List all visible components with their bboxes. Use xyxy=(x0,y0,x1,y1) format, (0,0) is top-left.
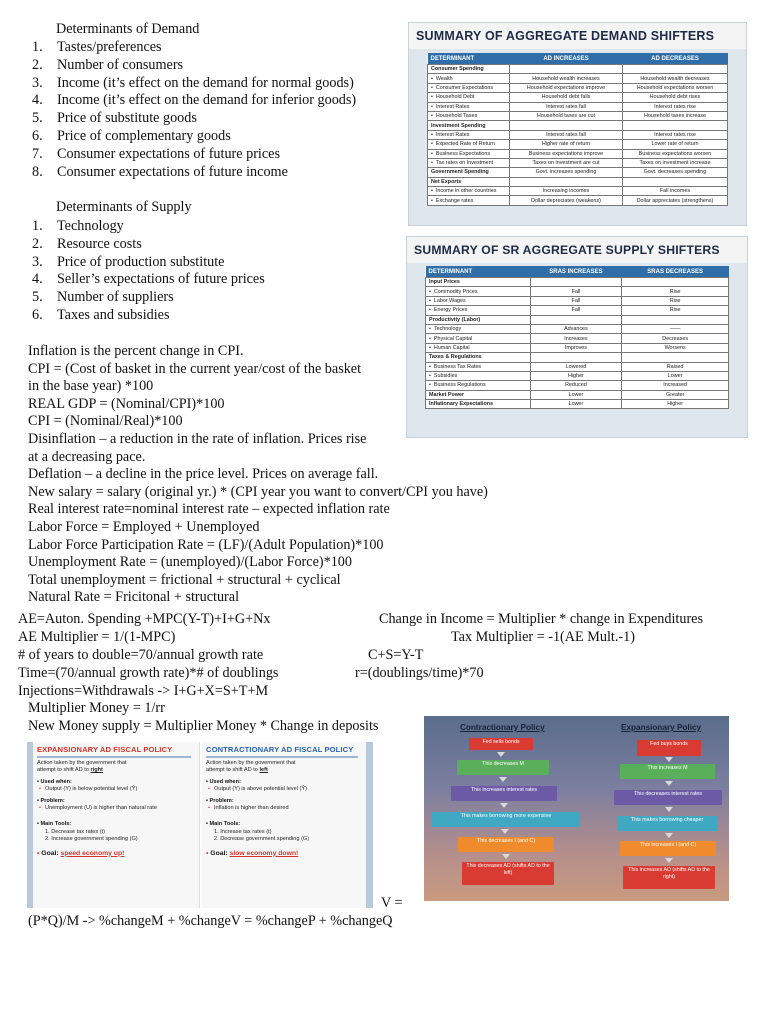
title-underline xyxy=(206,756,358,758)
tool-item: 1. Decrease tax rates (t) xyxy=(45,828,105,835)
tool-item: 1. Increase tax rates (t) xyxy=(214,828,272,835)
determinant-cell: Input Prices xyxy=(426,278,531,287)
list-item: 4. Income (it’s effect on the demand for inferior goods) xyxy=(32,92,357,109)
problem-item: • Inflation is higher than desired xyxy=(206,805,364,812)
list-item: 6. Price of complementary goods xyxy=(32,127,231,144)
increase-cell: Dollar depreciates (weakens) xyxy=(510,196,623,205)
list-item: 5. Number of suppliers xyxy=(32,289,174,306)
determinant-cell: Government Spending xyxy=(428,168,510,177)
tool-item: 2. Increase government spending (G) xyxy=(45,836,138,843)
determinant-cell: • Physical Capital xyxy=(426,334,531,343)
flow-step: Fed buys bonds xyxy=(637,740,701,756)
intro-line: Action taken by the government that xyxy=(37,760,127,766)
table-row xyxy=(428,168,728,177)
formula-line: Disinflation – a reduction in the rate of inflation. Prices rise xyxy=(28,430,367,447)
determinant-cell: • Commodity Prices xyxy=(426,287,531,296)
increase-cell xyxy=(530,278,622,287)
determinant-cell: Market Power xyxy=(426,390,531,399)
table-row xyxy=(426,400,729,409)
v-label: V = xyxy=(381,895,403,911)
table-row xyxy=(428,149,728,158)
increase-cell: Lowered xyxy=(530,362,622,371)
formula-line: Deflation – a decline in the price level. Prices on average fall. xyxy=(28,466,379,483)
list-item: 1. Technology xyxy=(32,218,124,234)
expansionary-fiscal-box xyxy=(33,742,200,908)
table-row xyxy=(428,121,728,130)
r-formula: r=(doublings/time)*70 xyxy=(355,665,484,681)
list-item: 3. Income (it’s effect on the demand for normal goods) xyxy=(32,74,354,91)
table-row xyxy=(426,334,729,343)
list-item: 6. Taxes and subsidies xyxy=(32,306,170,323)
table-row xyxy=(426,296,729,305)
determinant-cell: • Business Expectations xyxy=(428,149,510,158)
decrease-cell: Increased xyxy=(622,381,729,390)
increase-cell: Govt. increases spending xyxy=(510,168,623,177)
goal-line: • Goal: slow economy down! xyxy=(206,849,299,857)
formula-line: Inflation is the percent change in CPI. xyxy=(28,343,244,359)
ae-formula: AE=Auton. Spending +MPC(Y-T)+I+G+Nx xyxy=(18,611,271,627)
sras-shifters-table xyxy=(425,266,729,409)
table-row xyxy=(428,177,728,186)
ad-table-title: SUMMARY OF AGGREGATE DEMAND SHIFTERS xyxy=(409,23,746,49)
contractionary-policy-title: Contractionary Policy xyxy=(460,723,545,732)
decrease-cell: Taxes on investment increase xyxy=(623,158,728,167)
increase-cell: Fall xyxy=(530,296,622,305)
determinant-cell: • Household Taxes xyxy=(428,111,510,120)
increase-cell: Improves xyxy=(530,343,622,352)
decrease-cell: Business expectations worsen xyxy=(623,149,728,158)
determinant-cell: • Business Regulations xyxy=(426,381,531,390)
decrease-cell: Rise xyxy=(622,296,729,305)
monetary-policy-image xyxy=(424,716,729,901)
list-item: 4. Seller’s expectations of future prices xyxy=(32,271,265,288)
decrease-cell: Greater xyxy=(622,390,729,399)
decrease-cell xyxy=(622,315,729,324)
decrease-cell xyxy=(622,353,729,362)
time-formula: Time=(70/annual growth rate)*# of doublings xyxy=(18,665,279,681)
used-when-item: • Output (Y) is below potential level (Ŷ) xyxy=(37,786,197,793)
formula-line: CPI = (Cost of basket in the current year/cost of the basket xyxy=(28,360,362,377)
determinant-cell: Taxes & Regulations xyxy=(426,353,531,362)
increase-cell: Increasing incomes xyxy=(510,187,623,196)
determinant-cell: • Expected Rate of Return xyxy=(428,140,510,149)
table-row xyxy=(428,130,728,139)
fiscal-policy-image xyxy=(27,742,373,908)
table-row xyxy=(426,390,729,399)
column-header: DETERMINANT xyxy=(426,266,531,278)
flow-step: This makes borrowing more expensive xyxy=(432,812,580,827)
title-underline xyxy=(37,756,191,758)
decrease-cell: Rise xyxy=(622,287,729,296)
contractionary-fiscal-title: CONTRACTIONARY AD FISCAL POLICY xyxy=(206,745,354,754)
determinant-cell: • Labor Wages xyxy=(426,296,531,305)
column-header: AD DECREASES xyxy=(623,53,728,65)
table-row xyxy=(426,381,729,390)
demand-list xyxy=(32,39,356,181)
formula-line: New salary = salary (original yr.) * (CPI year you want to convert/CPI you have) xyxy=(28,483,488,500)
expansionary-fiscal-title: EXPANSIONARY AD FISCAL POLICY xyxy=(37,745,173,754)
formula-line: Natural Rate = Fricitonal + structural xyxy=(28,589,240,606)
determinant-cell: • Consumer Expectations xyxy=(428,83,510,92)
determinant-cell: Productivity (Labor) xyxy=(426,315,531,324)
decrease-cell: Household expectations worsen xyxy=(623,83,728,92)
determinant-cell: • Income in other countries xyxy=(428,187,510,196)
increase-cell: Advances xyxy=(530,324,622,333)
change-income-formula: Change in Income = Multiplier * change in Expenditures xyxy=(379,611,703,627)
determinant-cell: • Wealth xyxy=(428,74,510,83)
increase-cell: Household debt falls xyxy=(510,93,623,102)
decrease-cell xyxy=(622,278,729,287)
determinant-cell: Investment Spending xyxy=(428,121,510,130)
determinant-cell: • Energy Prices xyxy=(426,306,531,315)
decrease-cell: Rise xyxy=(622,306,729,315)
column-header: AD INCREASES xyxy=(510,53,623,65)
increase-cell: Business expectations improve xyxy=(510,149,623,158)
determinant-cell: Consumer Spending xyxy=(428,65,510,74)
flow-step: This increases interest rates xyxy=(451,786,557,801)
down-arrow-icon xyxy=(500,803,508,808)
increase-cell: Fall xyxy=(530,287,622,296)
determinant-cell: • Human Capital xyxy=(426,343,531,352)
table-row xyxy=(428,102,728,111)
decrease-cell: Higher xyxy=(622,400,729,409)
table-row xyxy=(426,371,729,380)
down-arrow-icon xyxy=(501,829,509,834)
formula-line: Unemployment Rate = (unemployed)/(Labor Force)*100 xyxy=(28,554,352,571)
used-when-item: • Output (Y) is above potential level (Ŷ) xyxy=(206,786,364,793)
flow-step: This decreases AD (shifts AD to the left) xyxy=(462,862,554,885)
decrease-cell xyxy=(623,177,728,186)
formula-line: Labor Force = Employed + Unemployed xyxy=(28,518,260,535)
table-row xyxy=(428,158,728,167)
formula-line: in the base year) *100 xyxy=(28,378,154,395)
increase-cell: Lower xyxy=(530,400,622,409)
decrease-cell: Raised xyxy=(622,362,729,371)
flow-step: This increases M xyxy=(620,764,715,779)
formula-line: CPI = (Nominal/Real)*100 xyxy=(28,413,183,430)
money-multiplier-formula: Multiplier Money = 1/rr xyxy=(28,700,165,716)
increase-cell xyxy=(510,121,623,130)
table-row xyxy=(428,65,728,74)
table-row xyxy=(428,187,728,196)
intro-line: attempt to shift AD to right xyxy=(37,767,103,774)
increase-cell: Higher xyxy=(530,371,622,380)
increase-cell: Reduced xyxy=(530,381,622,390)
sras-shifters-image xyxy=(406,236,748,438)
column-header: SRAS DECREASES xyxy=(622,266,729,278)
determinant-cell: • Exchange rates xyxy=(428,196,510,205)
used-when-heading: • Used when: xyxy=(37,778,72,785)
decrease-cell: Household taxes increase xyxy=(623,111,728,120)
down-arrow-icon xyxy=(497,752,505,757)
down-arrow-icon xyxy=(665,858,673,863)
decrease-cell: Worsens xyxy=(622,343,729,352)
expansionary-policy-title: Expansionary Policy xyxy=(621,723,702,732)
table-row xyxy=(426,353,729,362)
csy-formula: C+S=Y-T xyxy=(368,647,424,663)
decrease-cell: Decreases xyxy=(622,334,729,343)
flow-step: This decreases I (and C) xyxy=(458,837,554,852)
sras-table-title: SUMMARY OF SR AGGREGATE SUPPLY SHIFTERS xyxy=(407,237,747,263)
new-money-formula: New Money supply = Multiplier Money * Change in deposits xyxy=(28,718,379,734)
list-item: 8. Consumer expectations of future income xyxy=(32,163,288,180)
intro-line: attempt to shift AD to left xyxy=(206,767,268,774)
table-row xyxy=(428,93,728,102)
ae-multiplier-formula: AE Multiplier = 1/(1-MPC) xyxy=(18,629,176,645)
formula-line: at a decreasing pace. xyxy=(28,448,146,465)
list-item: 1. Tastes/preferences xyxy=(32,39,162,55)
problem-heading: • Problem: xyxy=(37,797,65,804)
table-row xyxy=(426,287,729,296)
intro-line: Action taken by the government that xyxy=(206,760,296,766)
contractionary-fiscal-box xyxy=(202,742,367,908)
tools-heading: • Main Tools: xyxy=(37,821,72,828)
down-arrow-icon xyxy=(502,854,510,859)
list-item: 7. Consumer expectations of future prices xyxy=(32,145,280,162)
increase-cell: Interest rates fall xyxy=(510,130,623,139)
increase-cell: Higher rate of return xyxy=(510,140,623,149)
determinant-cell: • Technology xyxy=(426,324,531,333)
increase-cell: Taxes on investment are cut xyxy=(510,158,623,167)
determinant-cell: • Interest Rates xyxy=(428,130,510,139)
table-row xyxy=(426,306,729,315)
decrease-cell: Lower rate of return xyxy=(623,140,728,149)
formula-line: Real interest rate=nominal interest rate – expected inflation rate xyxy=(28,501,390,518)
table-row xyxy=(426,343,729,352)
used-when-heading: • Used when: xyxy=(206,778,241,785)
determinant-cell: • Tax rates on Investment xyxy=(428,158,510,167)
determinant-cell: Inflationary Expectations xyxy=(426,400,531,409)
down-arrow-icon xyxy=(499,777,507,782)
edge-strip xyxy=(366,742,373,908)
increase-cell: Lower xyxy=(530,390,622,399)
increase-cell: Fall xyxy=(530,306,622,315)
determinant-cell: Net Exports xyxy=(428,177,510,186)
decrease-cell xyxy=(623,65,728,74)
increase-cell xyxy=(530,353,622,362)
increase-cell xyxy=(510,177,623,186)
flow-step: This decreases M xyxy=(457,760,549,775)
increase-cell: Household taxes are cut xyxy=(510,111,623,120)
decrease-cell: Interest rates rise xyxy=(623,130,728,139)
down-arrow-icon xyxy=(665,833,673,838)
list-item: 2. Resource costs xyxy=(32,235,142,252)
table-row xyxy=(428,111,728,120)
increase-cell: Increases xyxy=(530,334,622,343)
decrease-cell: —— xyxy=(622,324,729,333)
tax-multiplier-formula: Tax Multiplier = -1(AE Mult.-1) xyxy=(451,629,635,645)
decrease-cell xyxy=(623,121,728,130)
determinant-cell: • Household Debt xyxy=(428,93,510,102)
goal-line: • Goal: speed economy up! xyxy=(37,849,125,857)
flow-step: This increases AD (shifts AD to the right) xyxy=(623,866,715,889)
years-double-formula: # of years to double=70/annual growth rate xyxy=(18,647,264,663)
injections-formula: Injections=Withdrawals -> I+G+X=S+T+M xyxy=(18,683,269,699)
increase-cell: Interest rates fall xyxy=(510,102,623,111)
decrease-cell: Govt. decreases spending xyxy=(623,168,728,177)
table-row xyxy=(426,315,729,324)
increase-cell xyxy=(530,315,622,324)
formula-line: Total unemployment = frictional + structural + cyclical xyxy=(28,571,341,588)
determinant-cell: • Business Tax Rates xyxy=(426,362,531,371)
problem-heading: • Problem: xyxy=(206,797,234,804)
ad-shifters-image xyxy=(408,22,747,226)
ad-shifters-table xyxy=(427,53,728,206)
supply-heading: Determinants of Supply xyxy=(56,199,192,215)
tools-heading: • Main Tools: xyxy=(206,821,241,828)
table-row xyxy=(428,74,728,83)
down-arrow-icon xyxy=(665,757,673,762)
increase-cell: Household expectations improve xyxy=(510,83,623,92)
table-row xyxy=(426,278,729,287)
column-header: DETERMINANT xyxy=(428,53,510,65)
increase-cell: Household wealth increases xyxy=(510,74,623,83)
quantity-theory-formula: (P*Q)/M -> %changeM + %changeV = %changeP + %changeQ xyxy=(28,913,393,929)
flow-step: This increases I (and C) xyxy=(620,841,716,856)
formula-line: REAL GDP = (Nominal/CPI)*100 xyxy=(28,395,225,412)
determinant-cell: • Subsidies xyxy=(426,371,531,380)
table-row xyxy=(428,196,728,205)
tool-item: 2. Decrease government spending (G) xyxy=(214,836,310,843)
table-row xyxy=(428,83,728,92)
flow-step: Fed sells bonds xyxy=(469,738,533,750)
decrease-cell: Fall incomes xyxy=(623,187,728,196)
table-row xyxy=(426,362,729,371)
down-arrow-icon xyxy=(665,781,673,786)
formula-line: Labor Force Participation Rate = (LF)/(Adult Population)*100 xyxy=(28,536,384,553)
column-header: SRAS INCREASES xyxy=(530,266,622,278)
list-item: 3. Price of production substitute xyxy=(32,253,225,270)
decrease-cell: Household debt rises xyxy=(623,93,728,102)
decrease-cell: Interest rates rise xyxy=(623,102,728,111)
demand-heading: Determinants of Demand xyxy=(56,21,200,37)
decrease-cell: Household wealth decreases xyxy=(623,74,728,83)
table-row xyxy=(426,324,729,333)
flow-step: This makes borrowing cheaper xyxy=(617,816,717,831)
table-row xyxy=(428,140,728,149)
determinant-cell: • Interest Rates xyxy=(428,102,510,111)
decrease-cell: Dollar appreciates (strengthens) xyxy=(623,196,728,205)
decrease-cell: Lower xyxy=(622,371,729,380)
list-item: 2. Number of consumers xyxy=(32,56,184,73)
increase-cell xyxy=(510,65,623,74)
problem-item: • Unemployment (U) is higher than natural rate xyxy=(37,805,197,812)
supply-list xyxy=(32,218,265,325)
flow-step: This decreases interest rates xyxy=(614,790,722,805)
down-arrow-icon xyxy=(665,807,673,812)
list-item: 5. Price of substitute goods xyxy=(32,110,197,127)
